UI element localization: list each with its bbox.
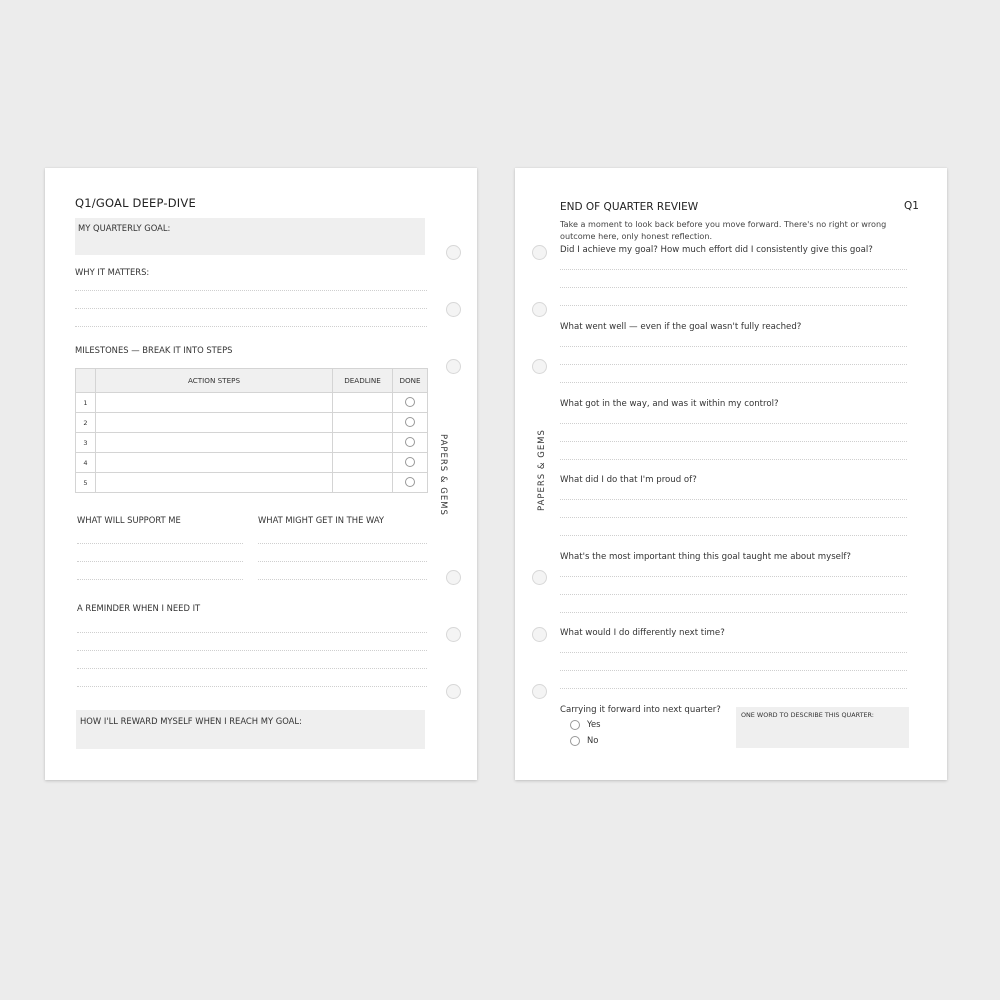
milestones-table xyxy=(75,368,428,493)
punch-hole-icon xyxy=(532,627,547,642)
writing-line[interactable] xyxy=(560,382,907,383)
punch-hole-icon xyxy=(532,359,547,374)
deadline-cell[interactable] xyxy=(333,433,393,453)
writing-line[interactable] xyxy=(560,287,907,288)
writing-line[interactable] xyxy=(258,543,427,544)
table-row xyxy=(76,413,428,433)
question-5: What's the most important thing this goal taught me about myself? xyxy=(560,552,851,562)
writing-line[interactable] xyxy=(560,517,907,518)
deadline-cell[interactable] xyxy=(333,473,393,493)
intro-line-2: outcome here, only honest reflection. xyxy=(560,231,713,241)
writing-line[interactable] xyxy=(560,423,907,424)
writing-line[interactable] xyxy=(75,308,427,309)
action-step-cell[interactable] xyxy=(96,413,333,433)
option-no-label: No xyxy=(587,735,599,745)
question-1: Did I achieve my goal? How much effort did I consistently give this goal? xyxy=(560,245,873,255)
brand-mark: PAPERS & GEMS xyxy=(537,429,547,511)
done-checkbox[interactable] xyxy=(405,417,415,427)
one-word-label: ONE WORD TO DESCRIBE THIS QUARTER: xyxy=(741,711,874,719)
punch-hole-icon xyxy=(446,359,461,374)
quarter-badge: Q1 xyxy=(904,200,919,212)
option-yes[interactable] xyxy=(570,719,601,730)
row-number: 4 xyxy=(76,453,96,473)
question-2: What went well — even if the goal wasn't fully reached? xyxy=(560,322,802,332)
question-4: What did I do that I'm proud of? xyxy=(560,475,697,485)
table-header-action-steps: ACTION STEPS xyxy=(96,369,333,393)
writing-line[interactable] xyxy=(77,561,243,562)
writing-line[interactable] xyxy=(258,561,427,562)
writing-line[interactable] xyxy=(77,668,427,669)
writing-line[interactable] xyxy=(75,326,427,327)
radio-circle-icon[interactable] xyxy=(570,736,580,746)
punch-hole-icon xyxy=(532,245,547,260)
option-no[interactable] xyxy=(570,735,598,746)
action-step-cell[interactable] xyxy=(96,393,333,413)
table-header-number xyxy=(76,369,96,393)
done-checkbox[interactable] xyxy=(405,437,415,447)
writing-line[interactable] xyxy=(75,290,427,291)
writing-line[interactable] xyxy=(560,305,907,306)
punch-hole-icon xyxy=(532,302,547,317)
table-header-deadline: DEADLINE xyxy=(333,369,393,393)
action-step-cell[interactable] xyxy=(96,473,333,493)
carry-forward-question: Carrying it forward into next quarter? xyxy=(560,705,721,715)
done-checkbox[interactable] xyxy=(405,457,415,467)
punch-hole-icon xyxy=(446,570,461,585)
writing-line[interactable] xyxy=(77,632,427,633)
quarterly-goal-label: MY QUARTERLY GOAL: xyxy=(78,223,171,233)
writing-line[interactable] xyxy=(258,579,427,580)
radio-circle-icon[interactable] xyxy=(570,720,580,730)
writing-line[interactable] xyxy=(560,459,907,460)
deadline-cell[interactable] xyxy=(333,453,393,473)
milestones-label: MILESTONES — BREAK IT INTO STEPS xyxy=(75,345,233,355)
table-row xyxy=(76,433,428,453)
table-header-done: DONE xyxy=(393,369,428,393)
writing-line[interactable] xyxy=(560,499,907,500)
writing-line[interactable] xyxy=(77,579,243,580)
writing-line[interactable] xyxy=(560,670,907,671)
writing-line[interactable] xyxy=(560,594,907,595)
writing-line[interactable] xyxy=(560,441,907,442)
obstacle-label: WHAT MIGHT GET IN THE WAY xyxy=(258,515,385,525)
writing-line[interactable] xyxy=(560,535,907,536)
writing-line[interactable] xyxy=(77,650,427,651)
deadline-cell[interactable] xyxy=(333,393,393,413)
done-checkbox[interactable] xyxy=(405,397,415,407)
table-row xyxy=(76,453,428,473)
intro-line-1: Take a moment to look back before you move forward. There's no right or wrong xyxy=(560,219,887,229)
writing-line[interactable] xyxy=(560,346,907,347)
table-row xyxy=(76,473,428,493)
reward-label: HOW I'LL REWARD MYSELF WHEN I REACH MY GOAL: xyxy=(80,716,302,726)
support-label: WHAT WILL SUPPORT ME xyxy=(77,515,181,525)
writing-line[interactable] xyxy=(560,612,907,613)
right-planner-page xyxy=(515,168,947,780)
writing-line[interactable] xyxy=(560,576,907,577)
row-number: 5 xyxy=(76,473,96,493)
question-6: What would I do differently next time? xyxy=(560,628,725,638)
row-number: 3 xyxy=(76,433,96,453)
option-yes-label: Yes xyxy=(587,719,601,729)
row-number: 1 xyxy=(76,393,96,413)
punch-hole-icon xyxy=(532,684,547,699)
question-3: What got in the way, and was it within my control? xyxy=(560,399,779,409)
left-planner-page xyxy=(45,168,477,780)
punch-hole-icon xyxy=(532,570,547,585)
writing-line[interactable] xyxy=(77,686,427,687)
punch-hole-icon xyxy=(446,627,461,642)
punch-hole-icon xyxy=(446,245,461,260)
action-step-cell[interactable] xyxy=(96,433,333,453)
action-step-cell[interactable] xyxy=(96,453,333,473)
reminder-label: A REMINDER WHEN I NEED IT xyxy=(77,603,201,613)
writing-line[interactable] xyxy=(560,364,907,365)
table-header-row xyxy=(76,369,428,393)
writing-line[interactable] xyxy=(560,269,907,270)
writing-line[interactable] xyxy=(560,652,907,653)
page-title: Q1/GOAL DEEP-DIVE xyxy=(75,196,196,210)
why-it-matters-label: WHY IT MATTERS: xyxy=(75,267,150,277)
writing-line[interactable] xyxy=(77,543,243,544)
row-number: 2 xyxy=(76,413,96,433)
brand-mark: PAPERS & GEMS xyxy=(438,434,448,516)
done-checkbox[interactable] xyxy=(405,477,415,487)
punch-hole-icon xyxy=(446,302,461,317)
table-row xyxy=(76,393,428,413)
punch-hole-icon xyxy=(446,684,461,699)
deadline-cell[interactable] xyxy=(333,413,393,433)
review-title: END OF QUARTER REVIEW xyxy=(560,201,699,213)
writing-line[interactable] xyxy=(560,688,907,689)
